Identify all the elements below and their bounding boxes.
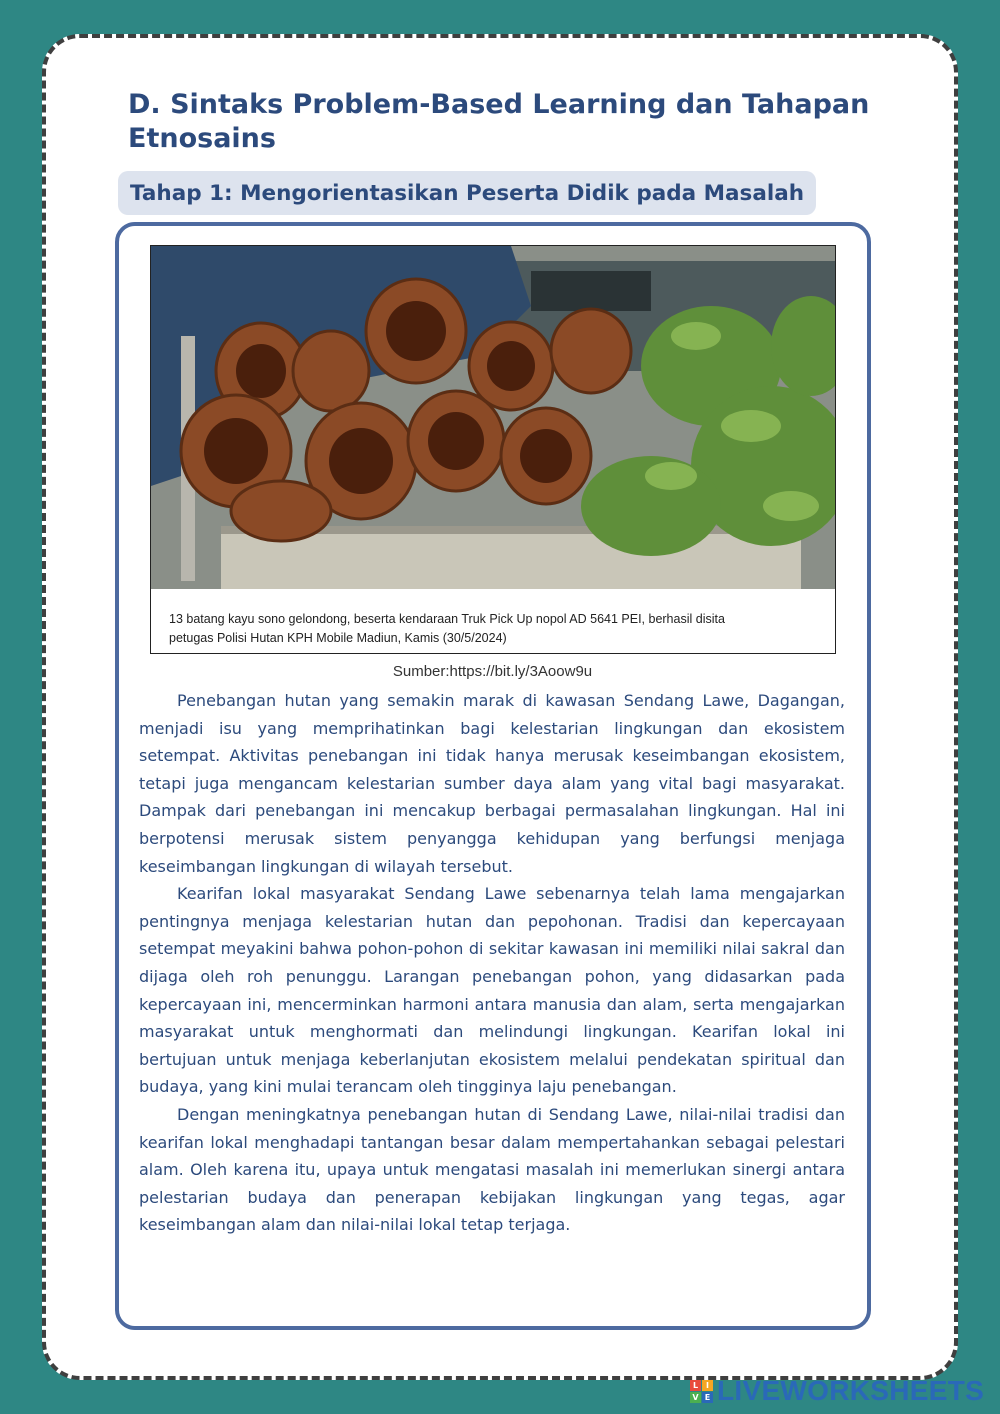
news-figure [150,245,836,654]
paragraph-1: Penebangan hutan yang semakin marak di kawasan Sendang Lawe, Dagangan, menjadi isu yang memprihatinkan bagi kelestarian lingkungan dan ekosistem setempat. Aktivitas penebangan ini tidak hanya merusak keseimbangan ekosistem, tetapi juga mengancam kelestarian sumber daya alam yang vital bagi masyarakat. Dampak dari penebangan ini mencakup berbagai permasalahan lingkungan. Hal ini berpotensi merusak sistem penyangga kehidupan yang berfungsi menjaga keseimbangan lingkungan di wilayah tersebut. [139,691,845,876]
caption-line-1: 13 batang kayu sono gelondong, beserta kendaraan Truk Pick Up nopol AD 5641 PEI, berhasil disita [169,612,725,626]
stage-label: Tahap 1: Mengorientasikan Peserta Didik pada Masalah [118,171,816,215]
caption-line-2: petugas Polisi Hutan KPH Mobile Madiun, Kamis (30/5/2024) [169,631,507,645]
logs-on-truck-photo [151,246,835,589]
article-body [139,687,845,1239]
liveworksheets-wordmark: LIVEWORKSHEETS [717,1375,985,1406]
liveworksheets-brand[interactable] [690,1376,984,1406]
liveworksheets-logo-icon: L I V E [690,1380,713,1403]
paragraph-3: Dengan meningkatnya penebangan hutan di Sendang Lawe, nilai-nilai tradisi dan kearifan lokal menghadapi tantangan besar dalam mempertahankan sebagai pelestari alam. Oleh karena itu, upaya untuk mengatasi masalah ini memerlukan sinergi antara pelestarian budaya dan penerapan kebijakan lingkungan yang tegas, agar keseimbangan alam dan nilai-nilai lokal tetap terjaga. [139,1104,845,1235]
figure-source: Sumber:https://bit.ly/3Aoow9u [392,663,593,680]
section-heading: D. Sintaks Problem-Based Learning dan Tahapan Etnosains [128,89,870,154]
figure-caption [169,610,809,648]
paragraph-2: Kearifan lokal masyarakat Sendang Lawe sebenarnya telah lama mengajarkan pentingnya menjaga kelestarian hutan dan pepohonan. Tradisi dan kepercayaan setempat meyakini bahwa pohon-pohon di sekitar kawasan ini memiliki nilai sakral dan dijaga oleh roh penunggu. Larangan penebangan pohon, yang didasarkan pada kepercayaan ini, mencerminkan harmoni antara manusia dan alam, serta mengajarkan masyarakat untuk menghormati dan melindungi lingkungan. Kearifan lokal ini bertujuan untuk menjaga keberlanjutan ekosistem melalui pendekatan spiritual dan budaya, yang kini mulai terancam oleh tingginya laju penebangan. [139,884,845,1097]
